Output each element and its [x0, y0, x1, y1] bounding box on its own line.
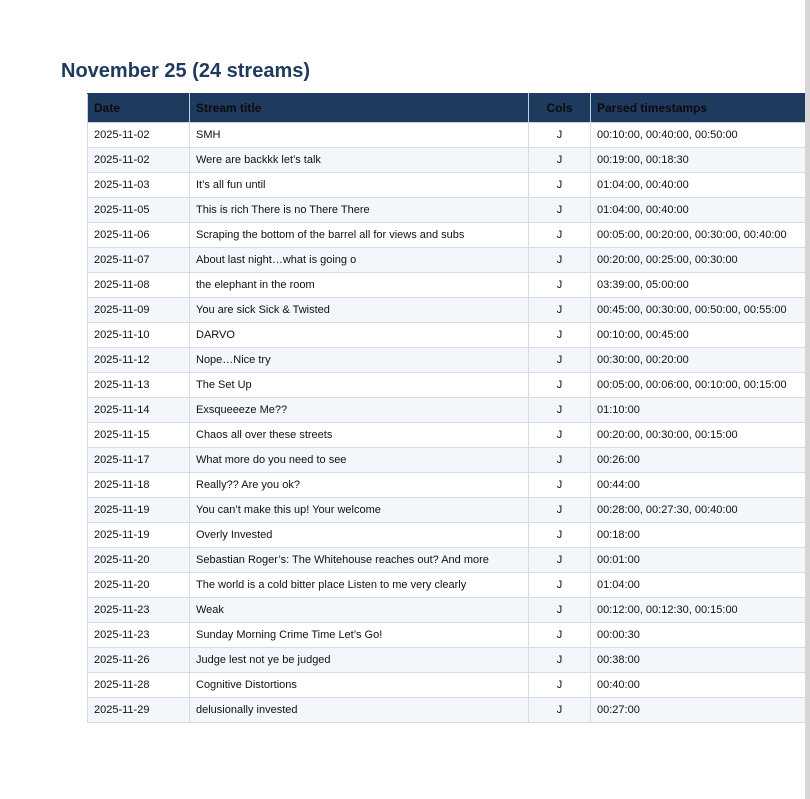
table-row — [88, 223, 807, 248]
cell-cols: J — [529, 523, 591, 548]
cell-parsed-timestamps: 00:19:00, 00:18:30 — [591, 148, 807, 173]
cell-stream-title: Sunday Morning Crime Time Let’s Go! — [190, 623, 529, 648]
cell-stream-title: Chaos all over these streets — [190, 423, 529, 448]
cell-parsed-timestamps: 00:18:00 — [591, 523, 807, 548]
cell-cols: J — [529, 498, 591, 523]
column-header-stream-title: Stream title — [190, 94, 529, 123]
cell-date: 2025-11-20 — [88, 548, 190, 573]
cell-cols: J — [529, 273, 591, 298]
table-row — [88, 573, 807, 598]
table-row — [88, 323, 807, 348]
cell-date: 2025-11-03 — [88, 173, 190, 198]
cell-stream-title: the elephant in the room — [190, 273, 529, 298]
cell-date: 2025-11-18 — [88, 473, 190, 498]
cell-cols: J — [529, 348, 591, 373]
table-row — [88, 298, 807, 323]
cell-date: 2025-11-19 — [88, 523, 190, 548]
cell-parsed-timestamps: 00:20:00, 00:30:00, 00:15:00 — [591, 423, 807, 448]
cell-stream-title: You can’t make this up! Your welcome — [190, 498, 529, 523]
cell-parsed-timestamps: 00:05:00, 00:20:00, 00:30:00, 00:40:00 — [591, 223, 807, 248]
cell-cols: J — [529, 323, 591, 348]
cell-cols: J — [529, 198, 591, 223]
cell-parsed-timestamps: 00:26:00 — [591, 448, 807, 473]
table-row — [88, 248, 807, 273]
cell-parsed-timestamps: 00:00:30 — [591, 623, 807, 648]
cell-cols: J — [529, 573, 591, 598]
table-row — [88, 648, 807, 673]
cell-parsed-timestamps: 01:04:00, 00:40:00 — [591, 173, 807, 198]
cell-parsed-timestamps: 00:10:00, 00:40:00, 00:50:00 — [591, 123, 807, 148]
cell-stream-title: Judge lest not ye be judged — [190, 648, 529, 673]
table-row — [88, 348, 807, 373]
cell-stream-title: Were are backkk let’s talk — [190, 148, 529, 173]
cell-cols: J — [529, 148, 591, 173]
cell-stream-title: What more do you need to see — [190, 448, 529, 473]
table-row — [88, 373, 807, 398]
cell-date: 2025-11-20 — [88, 573, 190, 598]
cell-cols: J — [529, 473, 591, 498]
cell-stream-title: About last night…what is going o — [190, 248, 529, 273]
cell-date: 2025-11-13 — [88, 373, 190, 398]
cell-parsed-timestamps: 00:27:00 — [591, 698, 807, 723]
table-row — [88, 623, 807, 648]
cell-parsed-timestamps: 00:10:00, 00:45:00 — [591, 323, 807, 348]
cell-date: 2025-11-23 — [88, 623, 190, 648]
cell-parsed-timestamps: 00:28:00, 00:27:30, 00:40:00 — [591, 498, 807, 523]
cell-stream-title: Nope…Nice try — [190, 348, 529, 373]
table-row — [88, 498, 807, 523]
cell-date: 2025-11-07 — [88, 248, 190, 273]
column-header-parsed-timestamps: Parsed timestamps — [591, 94, 807, 123]
cell-stream-title: This is rich There is no There There — [190, 198, 529, 223]
cell-date: 2025-11-17 — [88, 448, 190, 473]
cell-cols: J — [529, 173, 591, 198]
cell-parsed-timestamps: 00:38:00 — [591, 648, 807, 673]
cell-date: 2025-11-02 — [88, 123, 190, 148]
cell-date: 2025-11-14 — [88, 398, 190, 423]
cell-parsed-timestamps: 03:39:00, 05:00:00 — [591, 273, 807, 298]
cell-date: 2025-11-28 — [88, 673, 190, 698]
cell-cols: J — [529, 298, 591, 323]
cell-cols: J — [529, 123, 591, 148]
cell-date: 2025-11-19 — [88, 498, 190, 523]
table-header-row — [88, 94, 807, 123]
table-row — [88, 698, 807, 723]
cell-date: 2025-11-12 — [88, 348, 190, 373]
cell-date: 2025-11-23 — [88, 598, 190, 623]
cell-parsed-timestamps: 00:05:00, 00:06:00, 00:10:00, 00:15:00 — [591, 373, 807, 398]
cell-date: 2025-11-06 — [88, 223, 190, 248]
cell-date: 2025-11-29 — [88, 698, 190, 723]
table-row — [88, 423, 807, 448]
cell-stream-title: Sebastian Roger’s: The Whitehouse reaches out? And more — [190, 548, 529, 573]
cell-cols: J — [529, 398, 591, 423]
cell-parsed-timestamps: 01:04:00, 00:40:00 — [591, 198, 807, 223]
column-header-date: Date — [88, 94, 190, 123]
cell-stream-title: The Set Up — [190, 373, 529, 398]
streams-table — [87, 93, 807, 723]
cell-stream-title: The world is a cold bitter place Listen to me very clearly — [190, 573, 529, 598]
cell-stream-title: Cognitive Distortions — [190, 673, 529, 698]
cell-stream-title: Exsqueeeze Me?? — [190, 398, 529, 423]
cell-stream-title: It’s all fun until — [190, 173, 529, 198]
cell-parsed-timestamps: 00:20:00, 00:25:00, 00:30:00 — [591, 248, 807, 273]
table-row — [88, 148, 807, 173]
cell-cols: J — [529, 698, 591, 723]
section-title: November 25 (24 streams) — [61, 60, 311, 82]
column-header-cols: Cols — [529, 94, 591, 123]
table-row — [88, 523, 807, 548]
cell-cols: J — [529, 623, 591, 648]
table-row — [88, 598, 807, 623]
table-row — [88, 448, 807, 473]
cell-stream-title: Weak — [190, 598, 529, 623]
table-row — [88, 473, 807, 498]
cell-parsed-timestamps: 01:10:00 — [591, 398, 807, 423]
cell-cols: J — [529, 223, 591, 248]
cell-cols: J — [529, 673, 591, 698]
cell-stream-title: Really?? Are you ok? — [190, 473, 529, 498]
table-row — [88, 123, 807, 148]
cell-parsed-timestamps: 00:12:00, 00:12:30, 00:15:00 — [591, 598, 807, 623]
cell-cols: J — [529, 423, 591, 448]
cell-stream-title: delusionally invested — [190, 698, 529, 723]
cell-date: 2025-11-08 — [88, 273, 190, 298]
cell-parsed-timestamps: 00:40:00 — [591, 673, 807, 698]
cell-cols: J — [529, 548, 591, 573]
cell-date: 2025-11-09 — [88, 298, 190, 323]
table-row — [88, 673, 807, 698]
table-row — [88, 398, 807, 423]
cell-cols: J — [529, 373, 591, 398]
cell-parsed-timestamps: 00:01:00 — [591, 548, 807, 573]
cell-stream-title: Scraping the bottom of the barrel all for views and subs — [190, 223, 529, 248]
cell-parsed-timestamps: 00:44:00 — [591, 473, 807, 498]
cell-stream-title: DARVO — [190, 323, 529, 348]
cell-parsed-timestamps: 01:04:00 — [591, 573, 807, 598]
cell-date: 2025-11-02 — [88, 148, 190, 173]
table-row — [88, 548, 807, 573]
cell-stream-title: Overly Invested — [190, 523, 529, 548]
cell-cols: J — [529, 448, 591, 473]
cell-date: 2025-11-10 — [88, 323, 190, 348]
cell-cols: J — [529, 598, 591, 623]
table-row — [88, 198, 807, 223]
table-row — [88, 273, 807, 298]
cell-parsed-timestamps: 00:30:00, 00:20:00 — [591, 348, 807, 373]
cell-stream-title: You are sick Sick & Twisted — [190, 298, 529, 323]
page-edge-shadow — [805, 0, 810, 799]
cell-date: 2025-11-05 — [88, 198, 190, 223]
cell-cols: J — [529, 248, 591, 273]
cell-cols: J — [529, 648, 591, 673]
cell-date: 2025-11-26 — [88, 648, 190, 673]
table-body — [88, 123, 807, 723]
cell-date: 2025-11-15 — [88, 423, 190, 448]
table-row — [88, 173, 807, 198]
cell-stream-title: SMH — [190, 123, 529, 148]
cell-parsed-timestamps: 00:45:00, 00:30:00, 00:50:00, 00:55:00 — [591, 298, 807, 323]
